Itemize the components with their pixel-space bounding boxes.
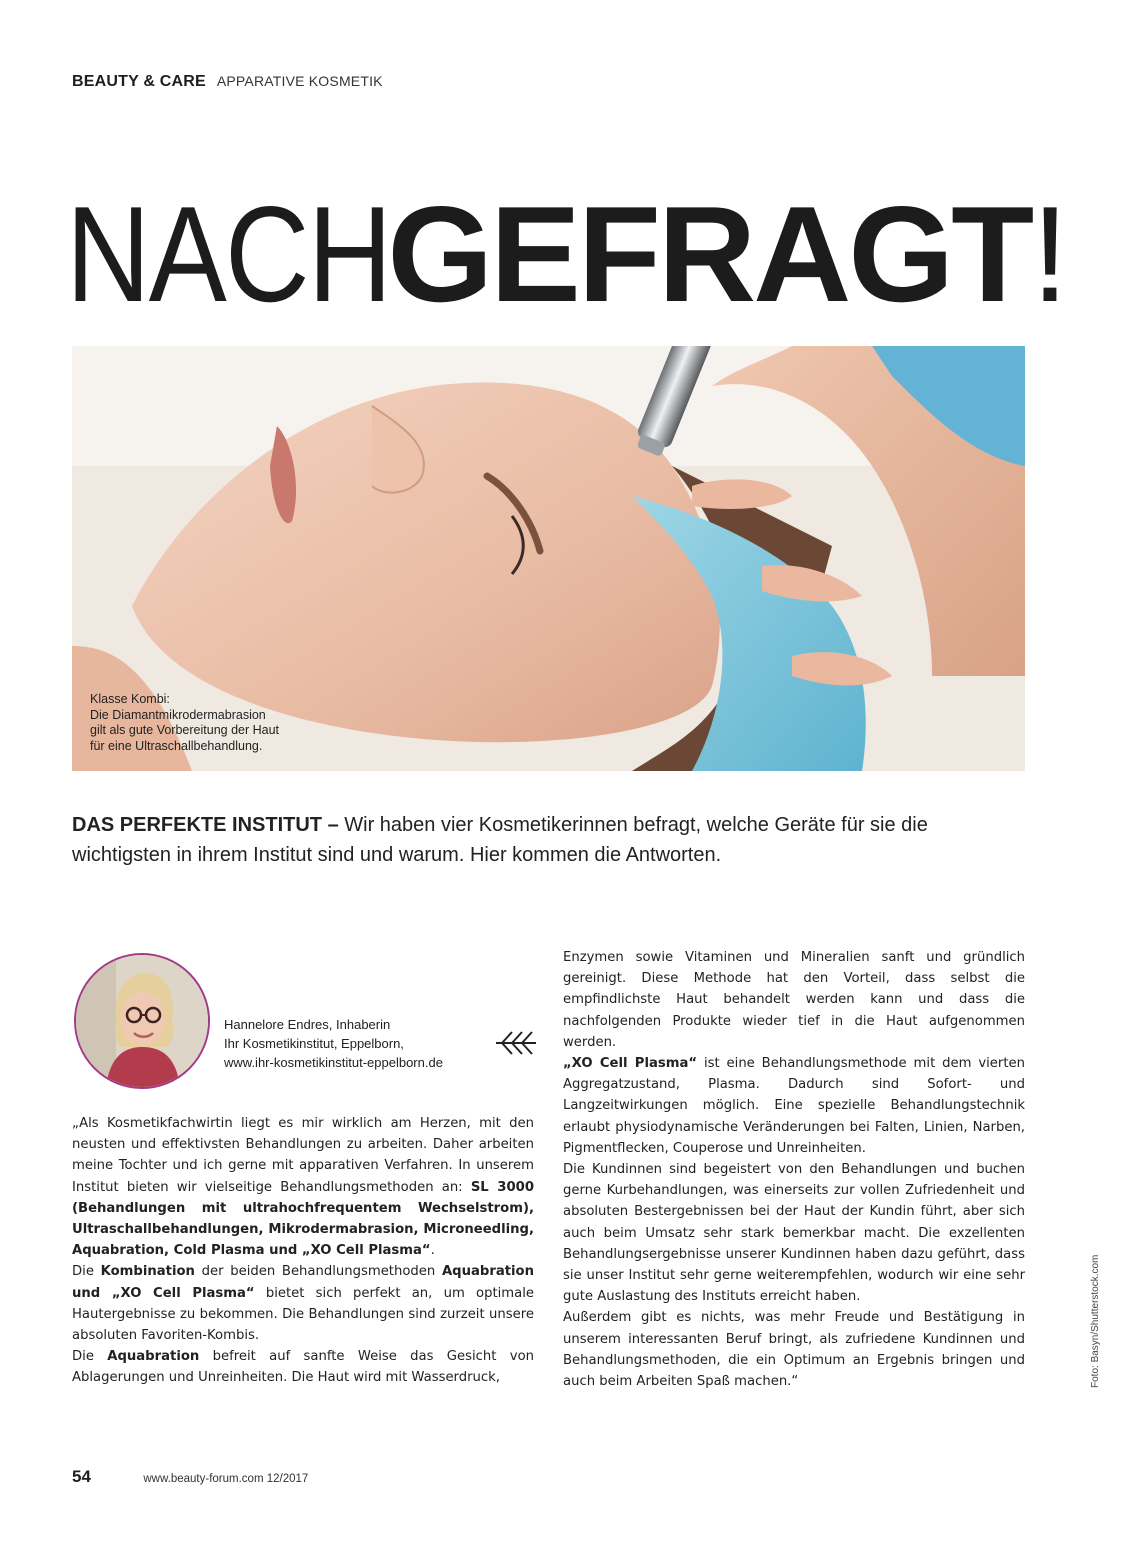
article-paragraph — [72, 1113, 534, 1261]
article-paragraph — [72, 1346, 534, 1388]
photo-credit: Foto: Basyn/Shutterstock.com — [1090, 1254, 1101, 1388]
text-run-bold: Aquabration — [107, 1349, 200, 1365]
page-number: 54 — [72, 1467, 91, 1486]
portrait-photo-icon — [76, 955, 208, 1087]
text-run: „Als Kosmetikfachwirtin liegt es mir wirklich am Herzen, mit den neusten und effektivsten Behandlungen zu arbeiten. Daher arbeiten meine Tochter und ich gerne mit apparativen Verfahren. In unserem Institut bieten wir vielseitige Behandlungsmethoden an: — [72, 1116, 534, 1195]
article-paragraph: Die Kundinnen sind begeistert von den Behandlungen und buchen gerne Kurbehandlungen, was einerseits zur vollen Zufriedenheit und absoluten Bestergebnissen bei der Haut der Kundin führt, aber sich auch beim Umsatz sehr stark bemerkbar macht. Die exzellenten Behandlungsergebnisse unserer Kundinnen haben dazu geführt, dass sie unser Institut sehr gerne weiterempfehlen, wodurch wir eine sehr gute Auslastung des Instituts erreicht haben. — [563, 1162, 1025, 1305]
headline-thin: NACH — [66, 178, 391, 330]
hero-caption — [90, 692, 279, 754]
hero-photo — [72, 346, 1025, 771]
person-institute: Ihr Kosmetikinstitut, Eppelborn, — [224, 1036, 404, 1051]
article-column-left — [72, 1113, 534, 1389]
text-run: Die — [72, 1264, 101, 1280]
caption-line: Die Diamantmikrodermabrasion — [90, 707, 266, 722]
caption-line: gilt als gute Vorbereitung der Haut — [90, 723, 280, 737]
text-run: der beiden Behandlungsmethoden — [194, 1264, 442, 1280]
page-footer — [72, 1467, 308, 1487]
feather-arrow-icon — [494, 1028, 538, 1058]
person-info — [224, 1015, 443, 1072]
text-run-bold: Kombination — [100, 1264, 195, 1280]
text-run-bold: „XO Cell Plasma“ — [563, 1056, 698, 1072]
lead-text: Wir haben vier Kosmetikerinnen befragt, welche Geräte für sie die wichtigsten in ihrem Institut sind und warum. Hier kommen die Antworten. — [72, 814, 928, 866]
article-column-right — [563, 947, 1025, 1392]
rubric — [72, 72, 383, 91]
footer-site: www.beauty-forum.com 12/2017 — [143, 1473, 309, 1485]
headline-bold: GEFRAGT — [387, 178, 1032, 330]
caption-line: für eine Ultraschallbehandlung. — [90, 738, 263, 753]
rubric-topic: APPARATIVE KOSMETIK — [216, 73, 383, 89]
text-run: . — [430, 1243, 435, 1259]
caption-line: Klasse Kombi: — [90, 692, 170, 706]
lead-paragraph — [72, 810, 1032, 870]
rubric-section: BEAUTY & CARE — [72, 73, 206, 90]
article-paragraph: Außerdem gibt es nichts, was mehr Freude und Bestätigung in unserem interessanten Beruf bringt, als zufriedene Kundinnen und Behandlungsmethoden, die ein Optimum an Ergebnis bringen und auch beim Arbeiten Spaß machen.“ — [563, 1310, 1025, 1390]
text-run: ist eine Behandlungsmethode mit dem vierten Aggregatzustand, Plasma. Dadurch sind Sofort- und Langzeitwirkungen möglich. Eine spezielle Behandlungstechnik erlaubt physiodynamische Veränderungen bei Falten, Linien, Narben, Pigmentflecken, Couperose und Unreinheiten. — [563, 1056, 1025, 1156]
lead-kicker: DAS PERFEKTE INSTITUT – — [72, 814, 339, 836]
article-paragraph — [72, 1261, 534, 1346]
headline — [66, 178, 1068, 330]
article-paragraph: Enzymen sowie Vitaminen und Mineralien sanft und gründlich gereinigt. Diese Methode hat den Vorteil, dass selbst die empfindlichste Haut behandelt werden kann und dass die nachfolgenden Produkte wieder tief in die Haut aufgenommen werden. — [563, 950, 1025, 1050]
headline-punct: ! — [1031, 178, 1068, 330]
person-website[interactable]: www.ihr-kosmetikinstitut-eppelborn.de — [224, 1055, 443, 1070]
text-run: bietet sich perfekt an, um optimale Hautergebnisse zu bekommen. Die Behandlungen sind zurzeit unsere absoluten Favoriten-Kombis. — [72, 1285, 534, 1344]
text-run: Die — [72, 1349, 108, 1365]
person-name: Hannelore Endres, Inhaberin — [224, 1017, 391, 1032]
text-run: befreit auf sanfte Weise das Gesicht von Ablagerungen und Unreinheiten. Die Haut wird mit Wasserdruck, — [72, 1349, 534, 1386]
portrait-photo — [74, 953, 210, 1089]
article-paragraph — [563, 1053, 1025, 1159]
text-run-bold: Aquabration und „XO Cell Plasma“ — [72, 1264, 535, 1301]
text-run-bold: SL 3000 (Behandlungen mit ultrahochfrequentem Wechselstrom), Ultraschallbehandlungen, Mikrodermabrasion, Microneedling, Aquabration, Cold Plasma und „XO Cell Plasma“ — [72, 1179, 534, 1259]
